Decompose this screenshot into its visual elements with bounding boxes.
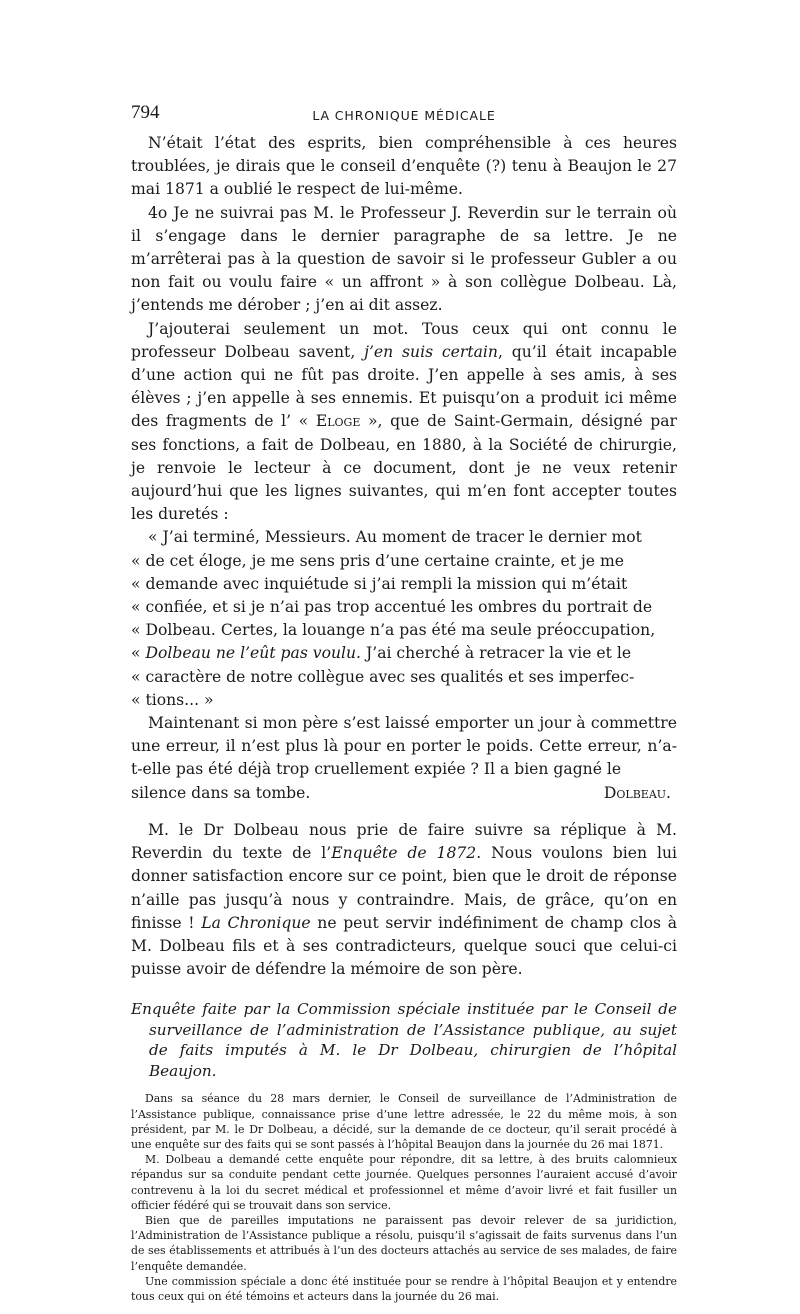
paragraph-4-last-line: silence dans sa tombe.: [131, 783, 311, 802]
editorial-part-b: . Nous voulons bien lui donner satisfaction encore sur ce point, bien que le droit de réponse n’aille pas jusqu’à nous y contraindre. Mais, de grâce, qu’on en finisse !: [131, 844, 677, 932]
quote-line: « confiée, et si je n’ai pas trop accentué les ombres du portrait de: [131, 598, 653, 617]
page-number: 794: [131, 102, 160, 123]
paragraph-3-part-b: , qu’il était incapable d’une action qui ne fût pas droite. J’en appelle à ses amis, à ses élèves ; j’en appelle à ses ennemis. Et puisqu’on a produit ici même des fragments de l’ «: [131, 342, 677, 431]
paragraph-3-part-c: », que de Saint-Germain, désigné par ses fonctions, a fait de Dolbeau, en 1880, à la Société de chirurgie, je renvoie le lecteur à ce document, dont je ne veux retenir aujourd’hui que les lignes suivantes, qui m’en font accepter toutes les duretés :: [131, 412, 677, 524]
paragraph-1: N’était l’état des esprits, bien compréhensible à ces heures troublées, je dirais que le conseil d’enquête (?) tenu à Beaujon le 27 mai 1871 a oublié le respect de lui-même.: [131, 134, 677, 199]
editorial-italic-2: La Chronique: [201, 913, 311, 932]
quote-line: « caractère de notre collègue avec ses qualités et ses imperfec-: [131, 667, 635, 686]
editorial-italic: Enquête de 1872: [331, 844, 477, 863]
signature-line: [131, 782, 677, 805]
page-header: [131, 102, 677, 128]
quote-mark: «: [131, 644, 146, 663]
editorial-part-a: M. le Dr Dolbeau nous prie de faire suivre sa réplique à M. Reverdin du texte de l’: [131, 820, 677, 863]
inquiry-paragraph: Une commission spéciale a donc été instituée pour se rendre à l’hôpital Beaujon et y entendre tous ceux qui on été témoins et acteurs dans la journée du 26 mai.: [131, 1274, 677, 1303]
paragraph-4: Maintenant si mon père s’est laissé emporter un jour à commettre une erreur, il n’est plus là pour en porter le poids. Cette erreur, n’a-t-elle pas été déjà trop cruellement expiée ? Il a bien gagné le: [131, 714, 677, 779]
editorial-note: [131, 819, 677, 981]
spacer: [131, 805, 677, 819]
inquiry-paragraph: Dans sa séance du 28 mars dernier, le Conseil de surveillance de l’Administration de l’Assistance publique, connaissance prise d’une lettre adressée, le 22 du même mois, à son président, par M. le Dr Dolbeau, a décidé, sur la demande de ce docteur, qu’il serait procédé à une enquête sur des faits qui se sont passés à l’hôpital Beaujon dans la journée du 26 mai 1871.: [131, 1092, 677, 1151]
paragraph-3-part-a: J’ajouterai seulement un mot. Tous ceux qui ont connu le professeur Dolbeau savent,: [131, 319, 677, 361]
quote-line: « J’ai terminé, Messieurs. Au moment de tracer le dernier mot: [148, 528, 642, 547]
quote-rest: J’ai cherché à retracer la vie et le: [361, 644, 632, 663]
paragraph-3-italic: j’en suis certain: [364, 342, 498, 361]
inquiry-paragraph: M. Dolbeau a demandé cette enquête pour répondre, dit sa lettre, à des bruits calomnieux répandus sur sa conduite pendant cette journée. Quelques personnes l’auraient accusé d’avoir contrevenu à la loi du secret médical et professionnel et même d’avoir livré et fait fusiller un officier fédéré qui se trouvait dans son service.: [131, 1153, 677, 1212]
quote-italic: Dolbeau ne l’eût pas voulu.: [145, 644, 362, 663]
quote-line: « demande avec inquiétude si j’ai rempli la mission qui m’était: [131, 574, 628, 593]
page-body: [131, 132, 677, 1304]
editorial-part-c: ne peut servir indéfiniment de champ clos à M. Dolbeau fils et à ses contradicteurs, quelque souci que celui-ci puisse avoir de défendre la mémoire de son père.: [131, 913, 677, 979]
signature: Dolbeau.: [603, 783, 671, 802]
paragraph-3: [131, 318, 677, 527]
inquiry-paragraph: Bien que de pareilles imputations ne paraissent pas devoir relever de sa juridiction, l’Administration de l’Assistance publique a résolu, puisqu’il s’agissait de faits survenus dans l’un de ses établissements et attribués à l’un des docteurs attachés au service de ses malades, de faire l’enquête demandée.: [131, 1213, 677, 1273]
eloge-word: Eloge: [315, 412, 361, 431]
quote-line: [131, 642, 677, 665]
quote-line: « tions... »: [131, 690, 214, 709]
quote-line: « de cet éloge, je me sens pris d’une certaine crainte, et je me: [131, 551, 625, 570]
inquiry-title: Enquête faite par la Commission spéciale instituée par le Conseil de surveillance de l’administration de l’Assistance publique, au sujet de faits imputés à M. le Dr Dolbeau, chirurgien de l’hôpital Beaujon.: [131, 1000, 677, 1080]
quote-line: « Dolbeau. Certes, la louange n’a pas été ma seule préoccupation,: [131, 621, 656, 640]
paragraph-2: 4o Je ne suivrai pas M. le Professeur J. Reverdin sur le terrain où il s’engage dans le dernier paragraphe de sa lettre. Je ne m’arrêterai pas à la question de savoir si le professeur Gubler a ou non fait ou voulu faire « un affront » à son collègue Dolbeau. Là, j’entends me dérober ; j’en ai dit assez.: [131, 203, 677, 315]
eloge-quote: [131, 526, 677, 712]
running-head: LA CHRONIQUE MÉDICALE: [312, 108, 496, 123]
